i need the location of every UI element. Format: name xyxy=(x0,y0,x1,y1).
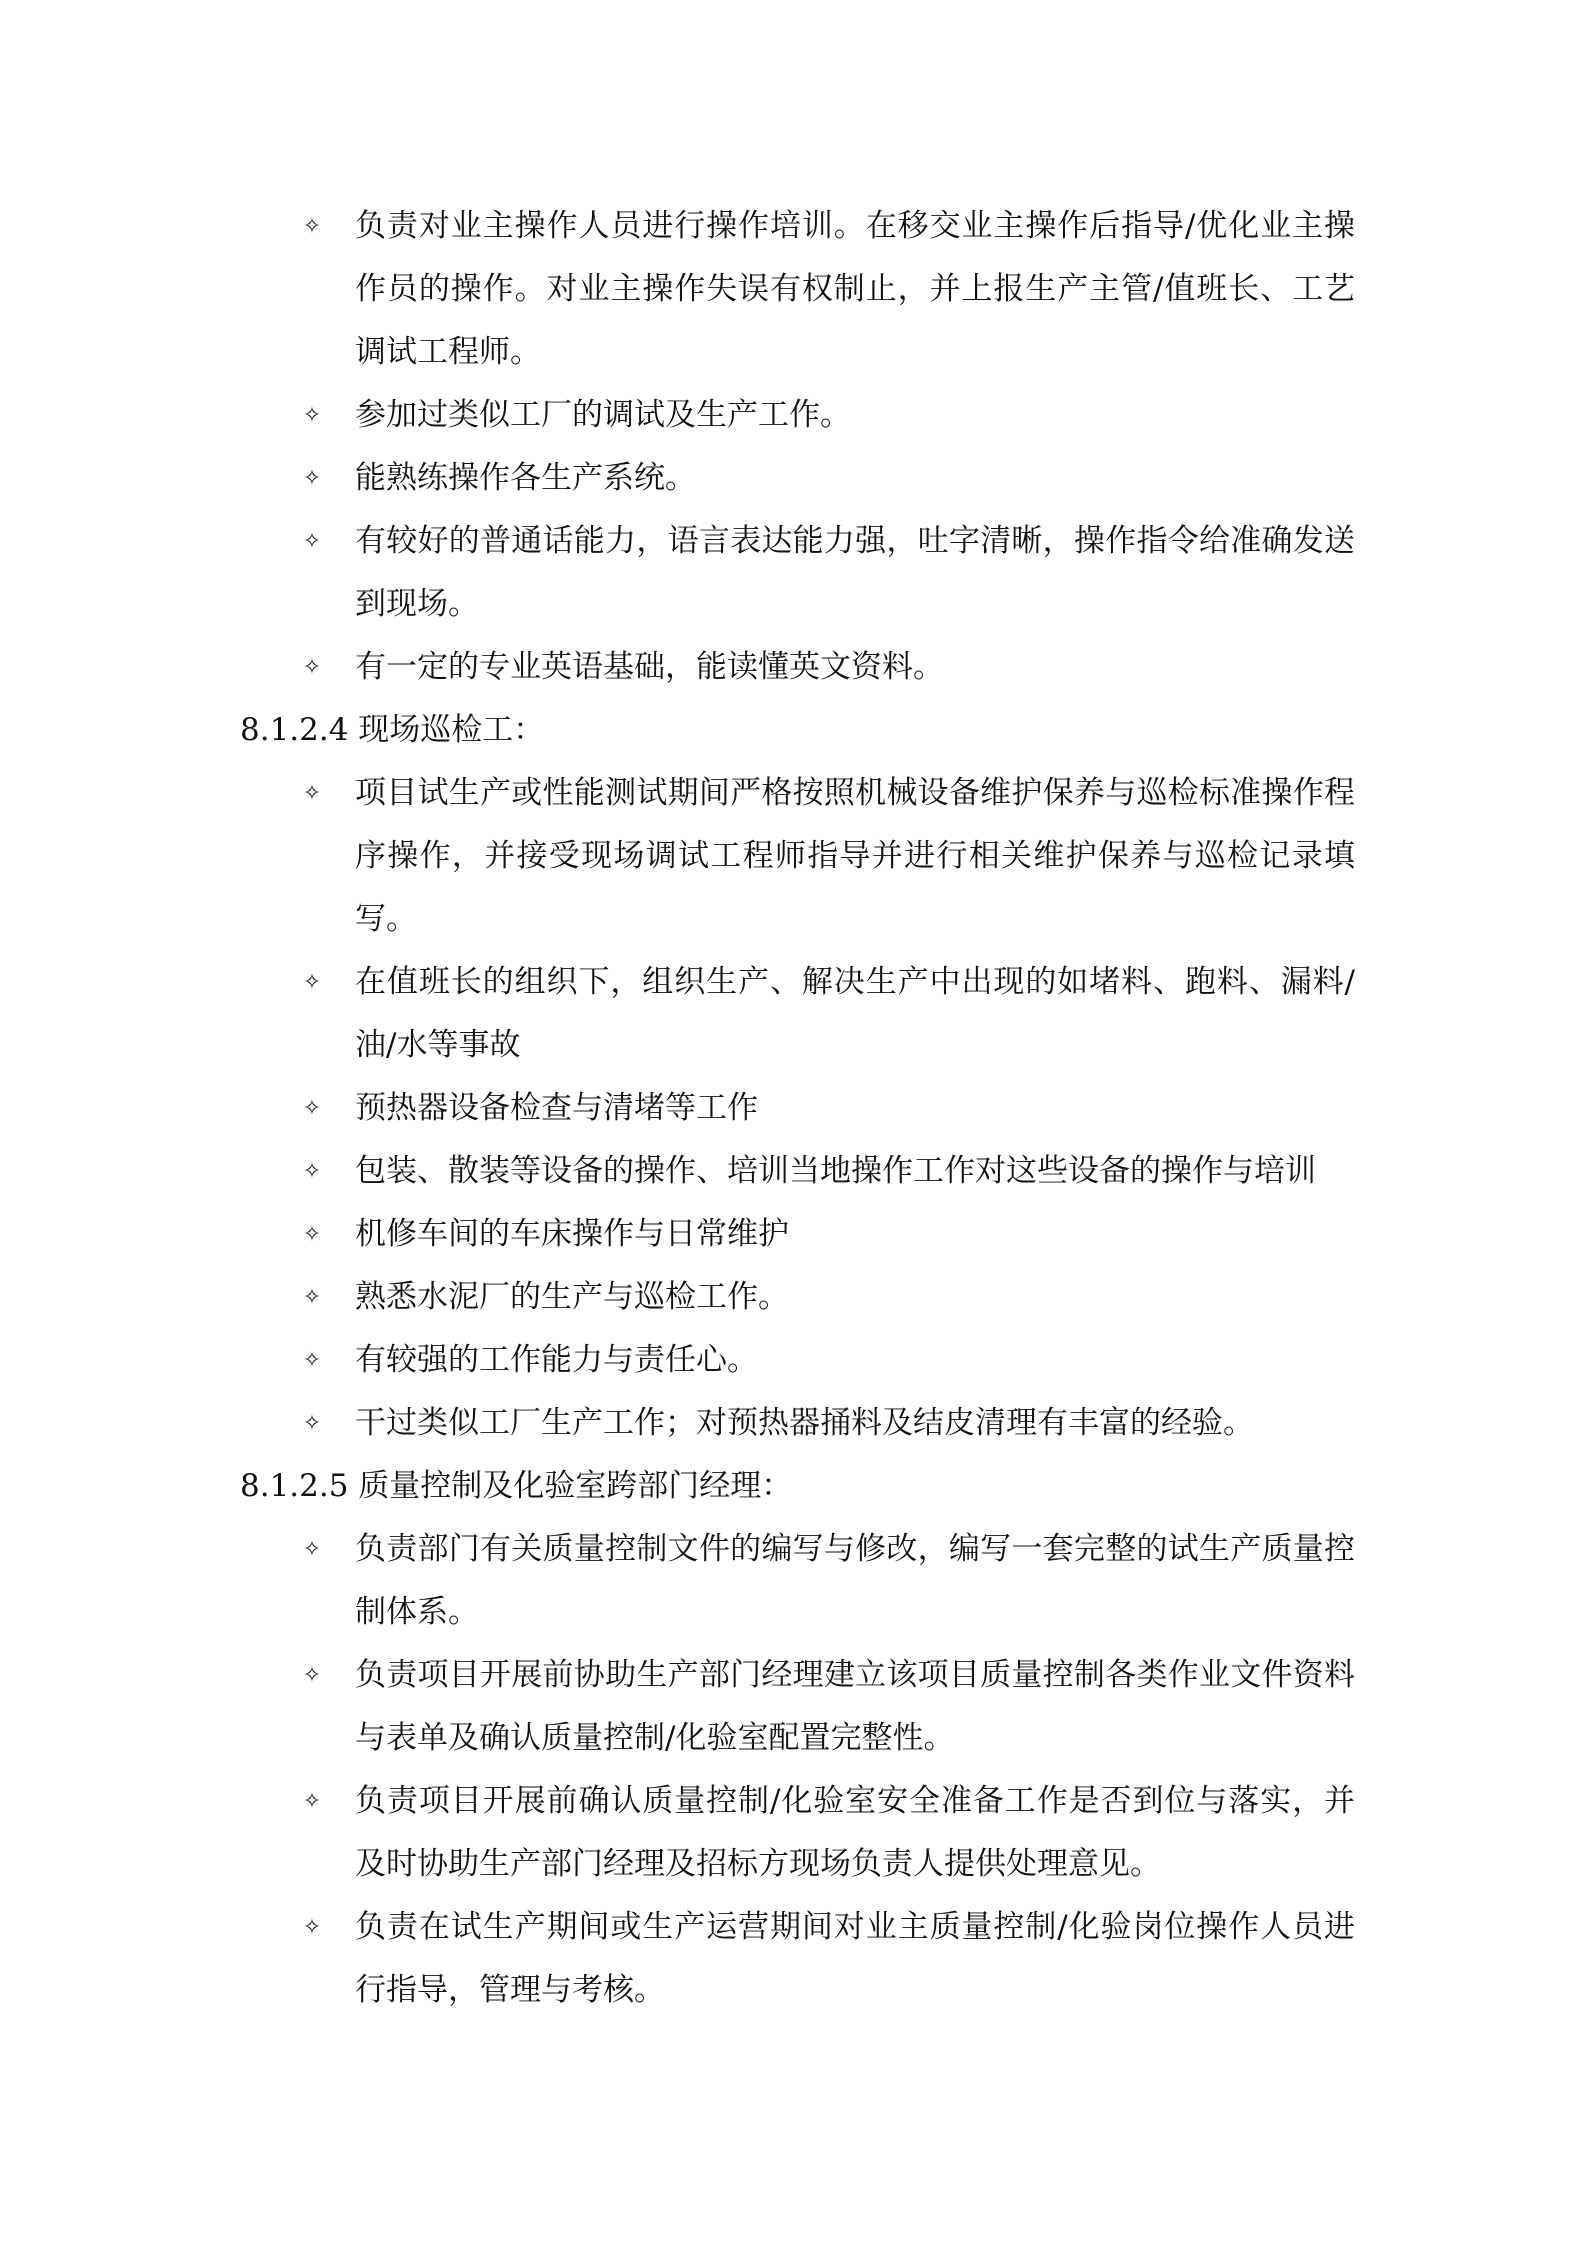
list-item-text: 负责对业主操作人员进行操作培训。在移交业主操作后指导/优化业主操作员的操作。对业主操作失误有权制止，并上报生产主管/值班长、工艺调试工程师。 xyxy=(355,208,1355,370)
four-point-star-icon: ✧ xyxy=(302,1915,322,1940)
section-heading: 8.1.2.4 现场巡检工： xyxy=(240,712,545,748)
four-point-star-icon: ✧ xyxy=(302,1285,322,1310)
four-point-star-icon: ✧ xyxy=(302,1348,322,1373)
list-item-text: 预热器设备检查与清堵等工作 xyxy=(355,1090,758,1126)
list-item-text: 有较好的普通话能力，语言表达能力强，吐字清晰，操作指令给准确发送到现场。 xyxy=(355,523,1355,622)
list-item-text: 负责在试生产期间或生产运营期间对业主质量控制/化验岗位操作人员进行指导，管理与考核。 xyxy=(355,1909,1355,2008)
list-item xyxy=(302,195,1355,384)
four-point-star-icon: ✧ xyxy=(302,1411,322,1436)
four-point-star-icon: ✧ xyxy=(302,1159,322,1184)
list-item xyxy=(302,951,1355,1077)
list-item xyxy=(302,1770,1355,1896)
list-item xyxy=(302,1266,1355,1329)
four-point-star-icon: ✧ xyxy=(302,1789,322,1814)
four-point-star-icon: ✧ xyxy=(302,970,322,995)
list-item xyxy=(302,1077,1355,1140)
four-point-star-icon: ✧ xyxy=(302,781,322,806)
list-item-text: 在值班长的组织下，组织生产、解决生产中出现的如堵料、跑料、漏料/油/水等事故 xyxy=(355,964,1355,1063)
list-item xyxy=(302,1392,1355,1455)
four-point-star-icon: ✧ xyxy=(302,1537,322,1562)
list-item xyxy=(302,510,1355,636)
list-item xyxy=(302,384,1355,447)
list-item xyxy=(302,447,1355,510)
four-point-star-icon: ✧ xyxy=(302,214,322,239)
four-point-star-icon: ✧ xyxy=(302,466,322,491)
list-item-text: 干过类似工厂生产工作；对预热器捅料及结皮清理有丰富的经验。 xyxy=(355,1405,1254,1441)
four-point-star-icon: ✧ xyxy=(302,529,322,554)
list-item-text: 包装、散装等设备的操作、培训当地操作工作对这些设备的操作与培训 xyxy=(355,1153,1316,1189)
list-item-text: 项目试生产或性能测试期间严格按照机械设备维护保养与巡检标准操作程序操作，并接受现场调试工程师指导并进行相关维护保养与巡检记录填写。 xyxy=(355,775,1355,937)
list-item-text: 参加过类似工厂的调试及生产工作。 xyxy=(355,397,851,433)
list-item xyxy=(302,1896,1355,2022)
section-heading: 8.1.2.5 质量控制及化验室跨部门经理： xyxy=(240,1468,793,1504)
list-item-text: 负责项目开展前确认质量控制/化验室安全准备工作是否到位与落实，并及时协助生产部门经理及招标方现场负责人提供处理意见。 xyxy=(355,1783,1355,1882)
list-item xyxy=(302,1329,1355,1392)
list-item xyxy=(302,1518,1355,1644)
list-item-text: 负责部门有关质量控制文件的编写与修改，编写一套完整的试生产质量控制体系。 xyxy=(355,1531,1355,1630)
four-point-star-icon: ✧ xyxy=(302,655,322,680)
four-point-star-icon: ✧ xyxy=(302,1222,322,1247)
list-item xyxy=(302,1203,1355,1266)
list-item-text: 负责项目开展前协助生产部门经理建立该项目质量控制各类作业文件资料与表单及确认质量控制/化验室配置完整性。 xyxy=(355,1657,1355,1756)
list-item-text: 能熟练操作各生产系统。 xyxy=(355,460,696,496)
document-body xyxy=(240,195,1360,2022)
list-item-text: 熟悉水泥厂的生产与巡检工作。 xyxy=(355,1279,789,1315)
four-point-star-icon: ✧ xyxy=(302,1663,322,1688)
four-point-star-icon: ✧ xyxy=(302,403,322,428)
list-item-text: 有较强的工作能力与责任心。 xyxy=(355,1342,758,1378)
list-item xyxy=(302,1644,1355,1770)
list-item-text: 有一定的专业英语基础，能读懂英文资料。 xyxy=(355,649,944,685)
list-item xyxy=(302,762,1355,951)
list-item-text: 机修车间的车床操作与日常维护 xyxy=(355,1216,789,1252)
list-item xyxy=(302,636,1355,699)
list-item xyxy=(302,1140,1355,1203)
four-point-star-icon: ✧ xyxy=(302,1096,322,1121)
